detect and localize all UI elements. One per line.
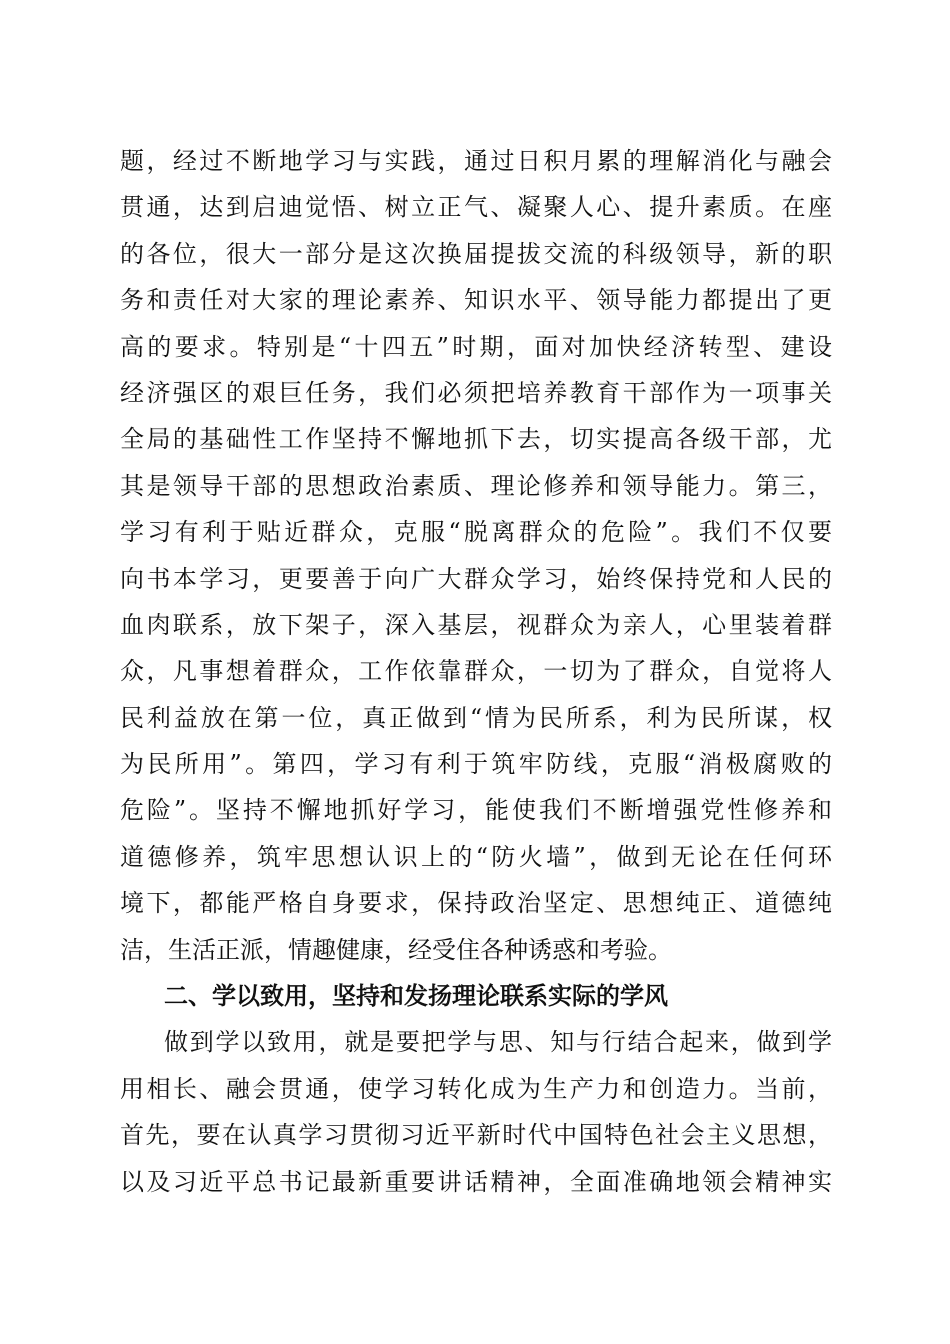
text-line: 其是领导干部的思想政治素质、理论修养和领导能力。第三， [120, 471, 832, 500]
text-line: 向书本学习，更要善于向广大群众学习，始终保持党和人民的 [120, 564, 832, 593]
text-line: 危险”。坚持不懈地抓好学习，能使我们不断增强党性修养和 [120, 796, 832, 825]
text-line: 学习有利于贴近群众，克服“脱离群众的危险”。我们不仅要 [120, 518, 832, 547]
text-line: 贯通，达到启迪觉悟、树立正气、凝聚人心、提升素质。在座 [120, 193, 832, 222]
text-line: 用相长、融会贯通，使学习转化成为生产力和创造力。当前， [120, 1074, 832, 1103]
text-line: 以及习近平总书记最新重要讲话精神，全面准确地领会精神实 [120, 1167, 832, 1196]
text-line: 高的要求。特别是“十四五”时期，面对加快经济转型、建设 [120, 332, 832, 361]
text-line: 经济强区的艰巨任务，我们必须把培养教育干部作为一项事关 [120, 378, 832, 407]
body-text [120, 138, 832, 1205]
text-line: 题，经过不断地学习与实践，通过日积月累的理解消化与融会 [120, 147, 832, 175]
text-line: 众，凡事想着群众，工作依靠群众，一切为了群众，自觉将人 [120, 657, 832, 686]
text-line: 血肉联系，放下架子，深入基层，视群众为亲人，心里装着群 [120, 610, 832, 639]
section-heading: 二、学以致用，坚持和发扬理论联系实际的学风 [164, 982, 668, 1011]
text-line: 为民所用”。第四，学习有利于筑牢防线，克服“消极腐败的 [120, 750, 832, 779]
text-line: 洁，生活正派，情趣健康，经受住各种诱惑和考验。 [120, 935, 672, 964]
text-line: 境下，都能严格自身要求，保持政治坚定、思想纯正、道德纯 [120, 889, 832, 918]
text-line: 做到学以致用，就是要把学与思、知与行结合起来，做到学 [164, 1028, 832, 1057]
text-line: 首先，要在认真学习贯彻习近平新时代中国特色社会主义思想， [120, 1121, 832, 1150]
text-line: 务和责任对大家的理论素养、知识水平、领导能力都提出了更 [120, 286, 832, 315]
text-line: 的各位，很大一部分是这次换届提拔交流的科级领导，新的职 [120, 239, 832, 268]
text-line: 道德修养，筑牢思想认识上的“防火墙”，做到无论在任何环 [120, 842, 832, 871]
text-line: 全局的基础性工作坚持不懈地抓下去，切实提高各级干部，尤 [120, 425, 832, 454]
text-line: 民利益放在第一位，真正做到“情为民所系，利为民所谋，权 [120, 703, 832, 732]
